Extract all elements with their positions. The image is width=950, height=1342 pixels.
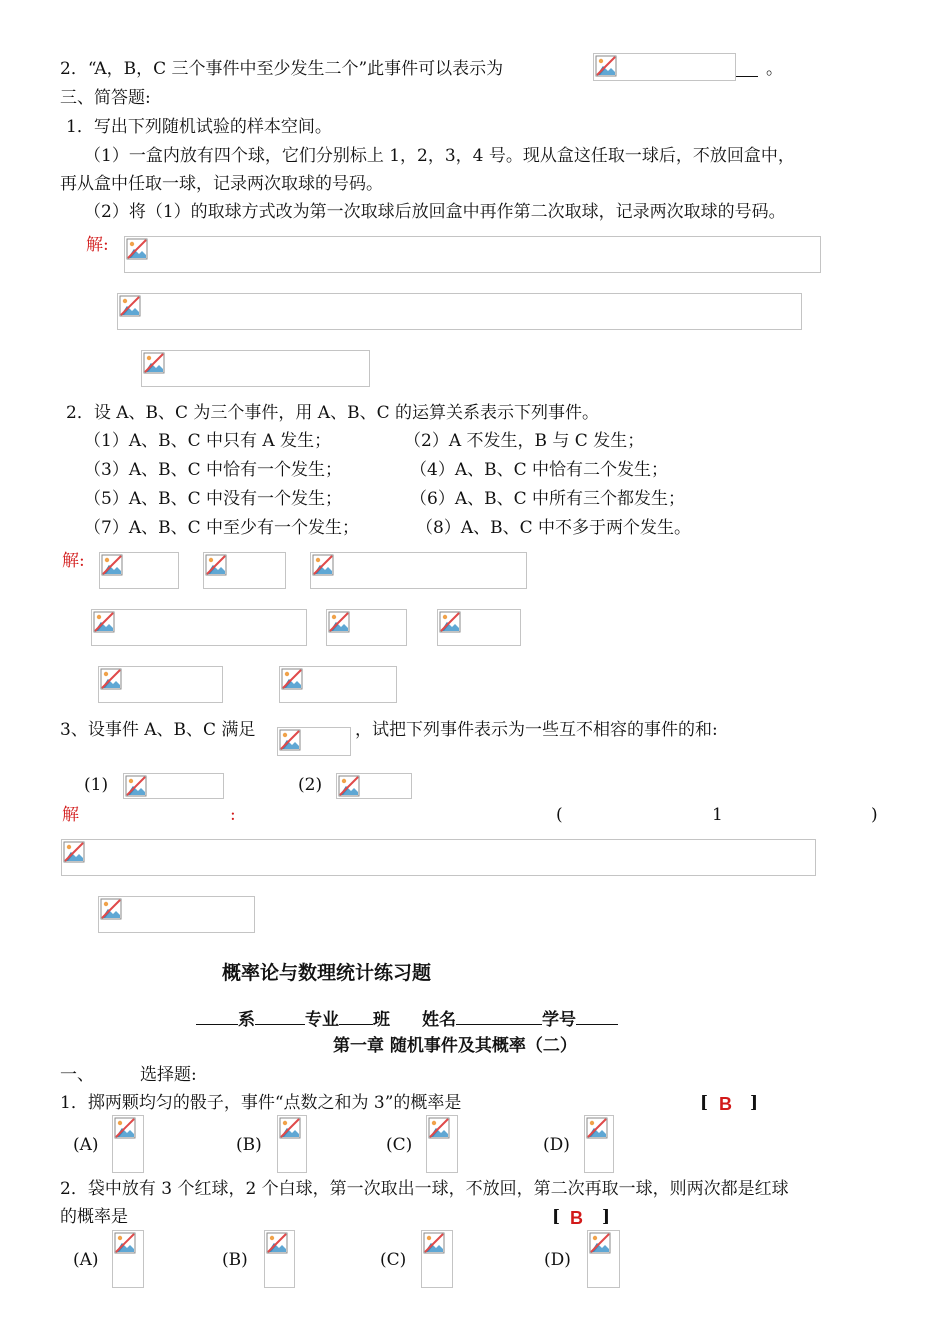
option-label: (C)	[380, 1250, 407, 1270]
q2b-item: （2）A 不发生，B 与 C 发生；	[404, 431, 645, 451]
broken-image-icon	[589, 1232, 611, 1254]
formula-image	[124, 236, 821, 273]
option-label: (B)	[222, 1250, 248, 1270]
info-label: 专业	[305, 1010, 339, 1030]
q1-title: 1．写出下列随机试验的样本空间。	[66, 117, 332, 137]
broken-image-icon	[125, 775, 147, 797]
broken-image-icon	[119, 295, 141, 317]
q3-sub-label: (2)	[298, 775, 323, 795]
option-label: (D)	[543, 1135, 570, 1155]
broken-image-icon	[586, 1117, 608, 1139]
broken-image-icon	[328, 611, 350, 633]
q2b-item: （3）A、B、C 中恰有一个发生；	[84, 460, 342, 480]
broken-image-icon	[114, 1232, 136, 1254]
broken-image-icon	[423, 1232, 445, 1254]
section-heading: 选择题:	[140, 1065, 197, 1085]
info-label: 班	[373, 1010, 390, 1030]
q2b-item: （5）A、B、C 中没有一个发生；	[84, 489, 342, 509]
paren-number: 1	[712, 805, 723, 825]
q2b-item: （8）A、B、C 中不多于两个发生。	[416, 518, 691, 538]
formula-image	[277, 1115, 307, 1173]
q2b-title: 2．设 A、B、C 为三个事件，用 A、B、C 的运算关系表示下列事件。	[66, 403, 599, 423]
q3-text-b: ，试把下列事件表示为一些互不相容的事件的和:	[355, 720, 718, 740]
broken-image-icon	[281, 668, 303, 690]
paren-open: (	[556, 805, 563, 825]
q1-part-a-line2: 再从盒中任取一球，记录两次取球的号码。	[60, 174, 383, 194]
q2-end: 。	[766, 59, 783, 79]
option-label: (A)	[73, 1250, 99, 1270]
info-label: 系	[238, 1010, 255, 1030]
section-heading: 三、简答题:	[60, 88, 151, 108]
broken-image-icon	[428, 1117, 450, 1139]
mc-q1-answer: B	[719, 1094, 732, 1114]
formula-image	[112, 1230, 144, 1288]
solution-colon: :	[230, 805, 236, 825]
student-info-line	[196, 1010, 618, 1029]
formula-image	[112, 1115, 144, 1173]
formula-image	[426, 1115, 458, 1173]
broken-image-icon	[439, 611, 461, 633]
q2b-item: （1）A、B、C 中只有 A 发生；	[84, 431, 332, 451]
formula-image	[326, 609, 407, 646]
broken-image-icon	[100, 668, 122, 690]
broken-image-icon	[100, 898, 122, 920]
q2b-item: （6）A、B、C 中所有三个都发生；	[410, 489, 685, 509]
broken-image-icon	[266, 1232, 288, 1254]
broken-image-icon	[143, 352, 165, 374]
q2b-item: （7）A、B、C 中至少有一个发生；	[84, 518, 359, 538]
option-label: (D)	[544, 1250, 571, 1270]
formula-image	[310, 552, 527, 589]
formula-image	[279, 666, 397, 703]
q2b-item: （4）A、B、C 中恰有二个发生；	[410, 460, 668, 480]
formula-image	[61, 839, 816, 876]
formula-image	[437, 609, 521, 646]
mc-q1-text: 1．掷两颗均匀的骰子，事件“点数之和为 3”的概率是	[60, 1093, 462, 1113]
broken-image-icon	[205, 554, 227, 576]
answer-bracket-open: [	[700, 1093, 709, 1113]
formula-image	[593, 53, 736, 81]
blank-underline	[576, 1010, 618, 1025]
q1-part-a-line1: （1）一盒内放有四个球，它们分别标上 1，2，3，4 号。现从盒这任取一球后，不放回盒中，	[84, 146, 795, 166]
solution-label: 解	[62, 805, 79, 825]
section-number: 一、	[60, 1065, 94, 1085]
solution-label: 解:	[62, 551, 85, 571]
formula-image	[91, 609, 307, 646]
info-label: 姓名	[422, 1010, 456, 1030]
formula-image	[99, 552, 179, 589]
option-label: (A)	[73, 1135, 99, 1155]
broken-image-icon	[279, 1117, 301, 1139]
q3-sub-label: (1)	[84, 775, 109, 795]
broken-image-icon	[101, 554, 123, 576]
formula-image	[584, 1115, 614, 1173]
formula-image	[141, 350, 370, 387]
mc-q2-line2: 的概率是	[60, 1207, 128, 1227]
answer-bracket-close: ]	[750, 1093, 759, 1113]
worksheet-title: 概率论与数理统计练习题	[222, 962, 432, 984]
answer-bracket-open: [	[552, 1207, 561, 1227]
q3-text-a: 3、设事件 A、B、C 满足	[60, 720, 256, 740]
q2-text: 2．“A，B，C 三个事件中至少发生二个”此事件可以表示为	[60, 59, 504, 79]
broken-image-icon	[114, 1117, 136, 1139]
formula-image	[98, 666, 223, 703]
broken-image-icon	[595, 55, 617, 77]
formula-image	[264, 1230, 295, 1288]
blank-underline	[255, 1010, 305, 1025]
formula-image	[421, 1230, 453, 1288]
q1-part-b: （2）将（1）的取球方式改为第一次取球后放回盒中再作第二次取球，记录两次取球的号码。	[84, 202, 786, 222]
info-label: 学号	[542, 1010, 576, 1030]
option-label: (C)	[386, 1135, 413, 1155]
formula-image	[277, 727, 351, 756]
broken-image-icon	[312, 554, 334, 576]
blank-underline	[339, 1010, 373, 1025]
broken-image-icon	[93, 611, 115, 633]
broken-image-icon	[63, 841, 85, 863]
formula-image	[203, 552, 286, 589]
broken-image-icon	[279, 729, 301, 751]
formula-image	[98, 896, 255, 933]
formula-image	[336, 773, 412, 799]
formula-image	[587, 1230, 620, 1288]
broken-image-icon	[338, 775, 360, 797]
solution-label: 解:	[86, 235, 109, 255]
formula-image	[117, 293, 802, 330]
blank-underline	[456, 1010, 542, 1025]
blank-underline	[196, 1010, 238, 1025]
option-label: (B)	[236, 1135, 262, 1155]
formula-image	[123, 773, 224, 799]
chapter-heading: 第一章 随机事件及其概率（二）	[333, 1036, 577, 1056]
answer-bracket-close: ]	[602, 1207, 611, 1227]
mc-q2-answer: B	[570, 1208, 583, 1228]
broken-image-icon	[126, 238, 148, 260]
mc-q2-line1: 2．袋中放有 3 个红球，2 个白球，第一次取出一球，不放回，第二次再取一球，则两次都是红球	[60, 1179, 789, 1199]
paren-close: )	[871, 805, 878, 825]
answer-underline	[736, 76, 758, 77]
